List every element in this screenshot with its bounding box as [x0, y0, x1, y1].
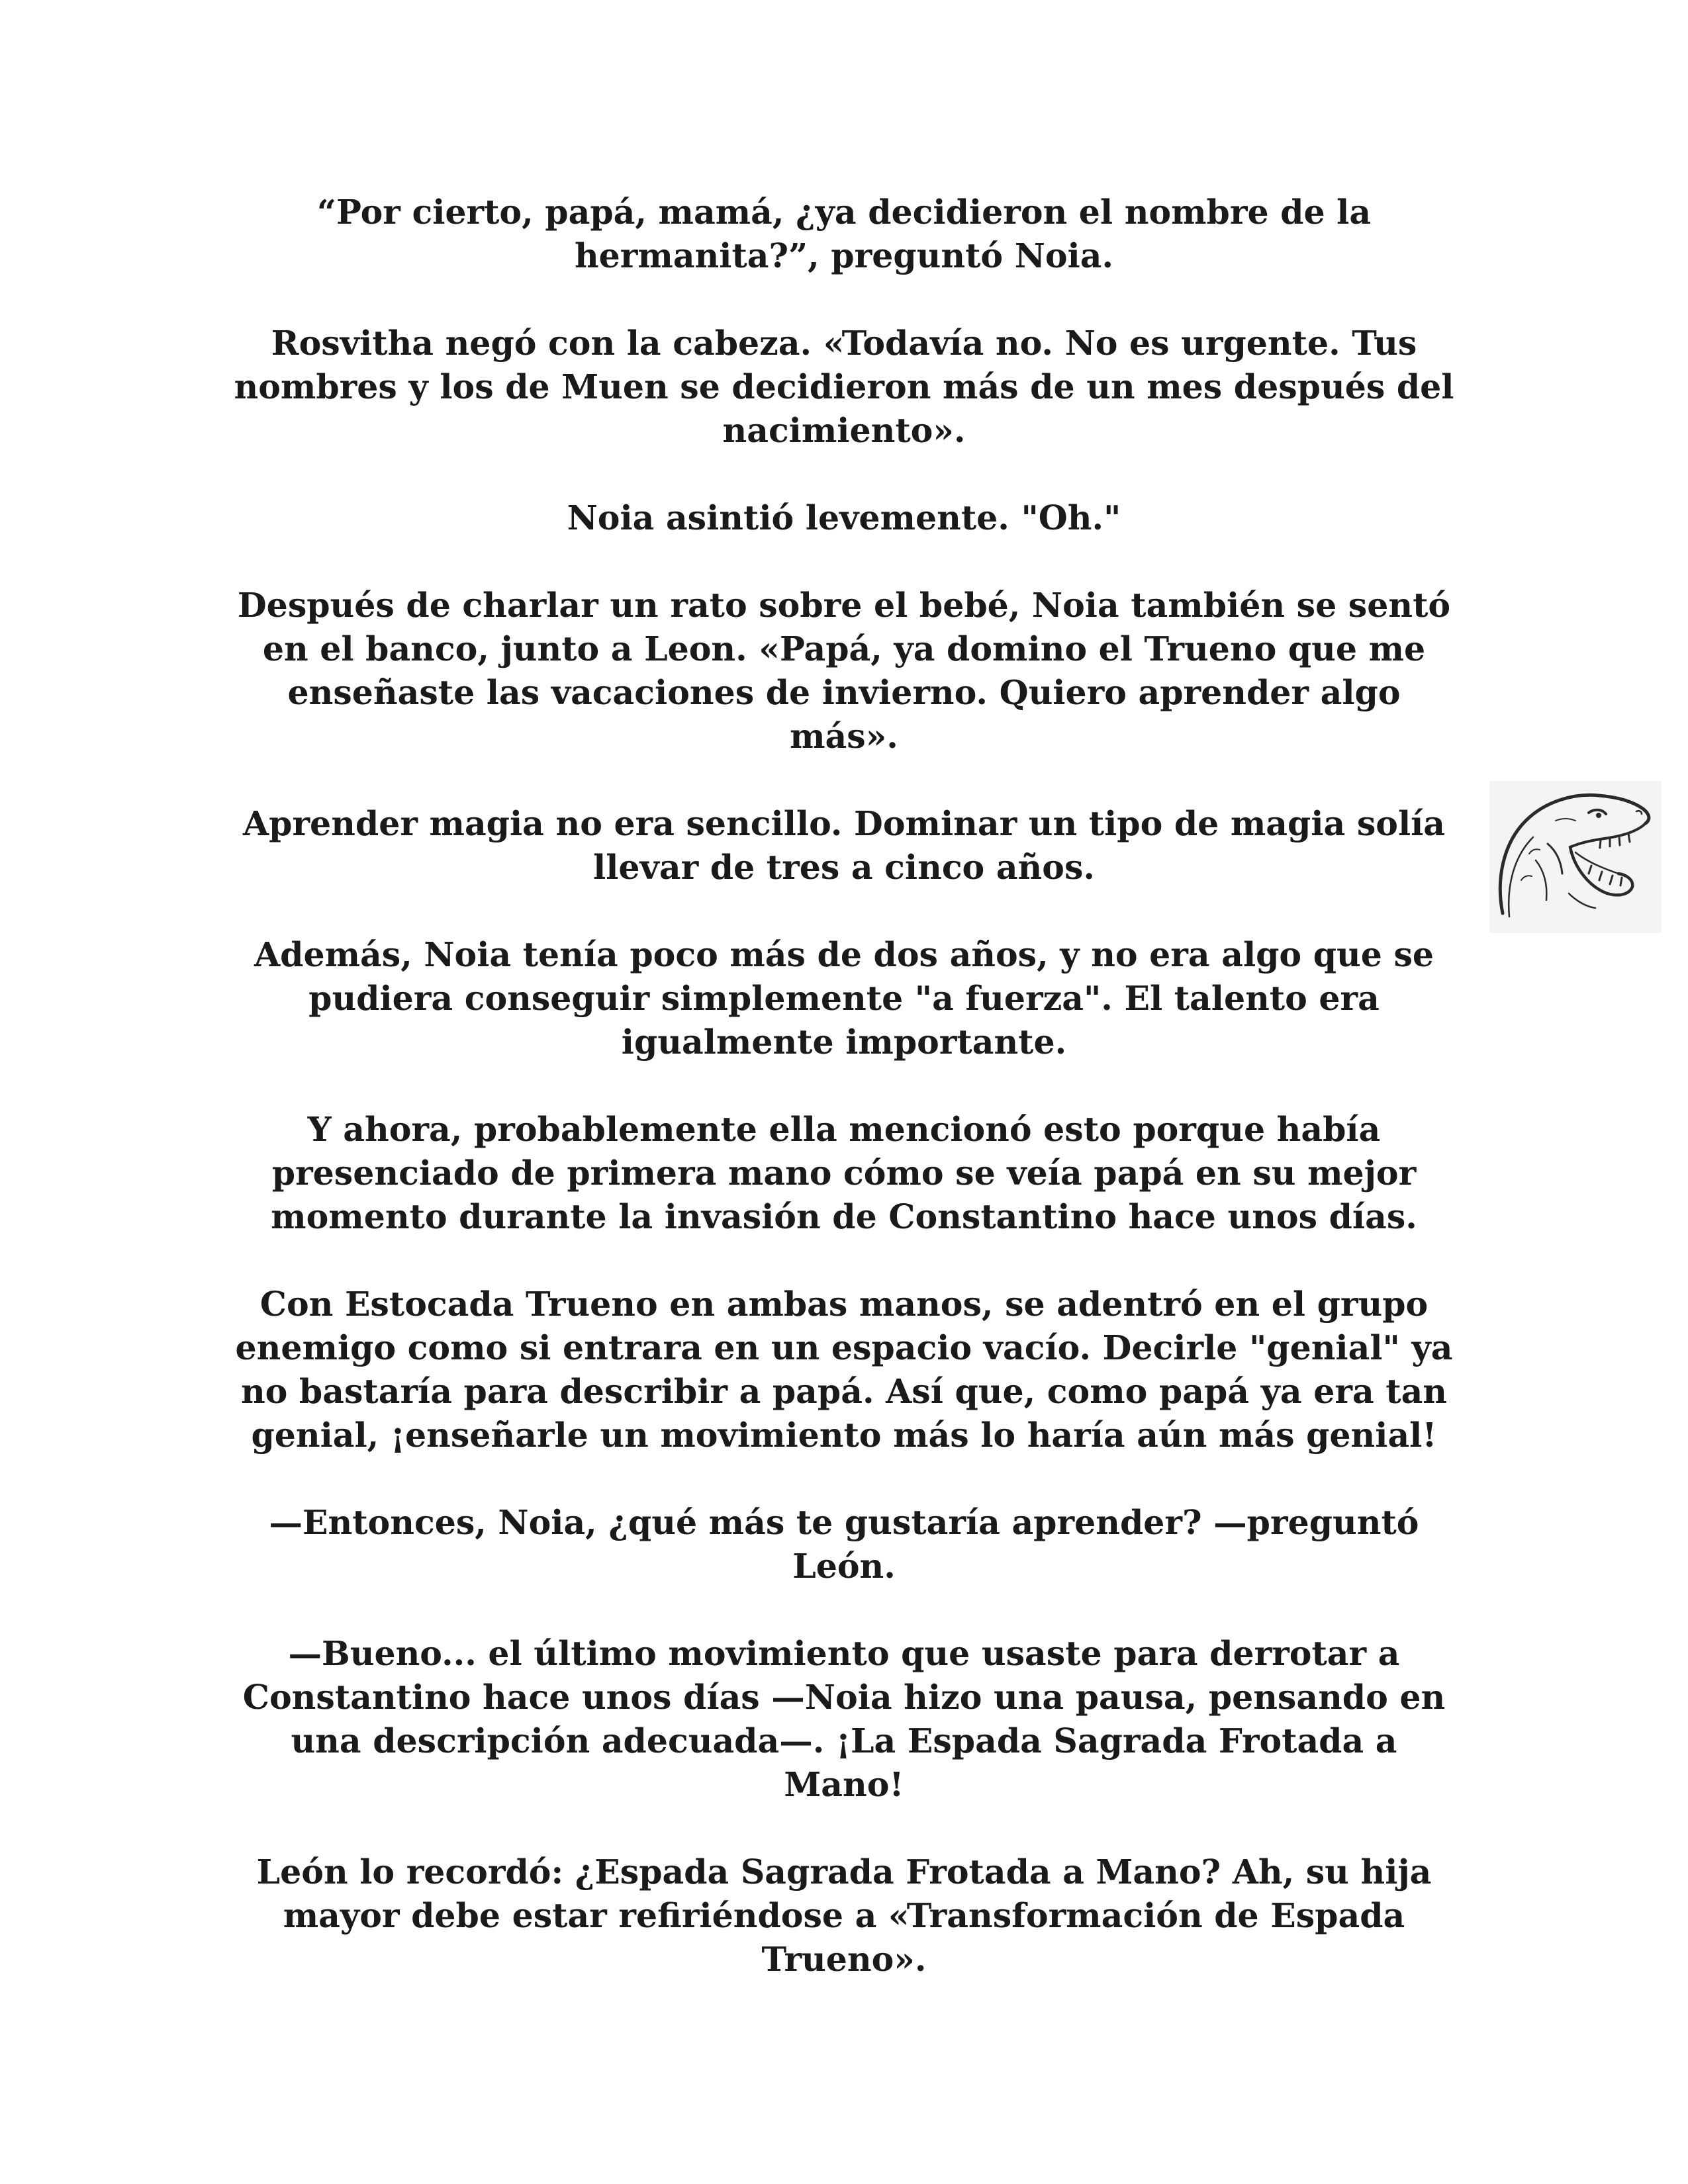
paragraph-5: Aprender magia no era sencillo. Dominar un tipo de magia solía llevar de tres a cinco años. — [242, 804, 1446, 887]
paragraph-6: Además, Noia tenía poco más de dos años, y no era algo que se pudiera conseguir simplemente "a fuerza". El talento era igualmente importante. — [254, 935, 1434, 1062]
paragraph-11: León lo recordó: ¿Espada Sagrada Frotada a Mano? Ah, su hija mayor debe estar refiriéndose a «Transformación de Espada Trueno». — [256, 1852, 1432, 1979]
body-text — [228, 191, 1460, 1981]
paragraph-9: —Entonces, Noia, ¿qué más te gustaría aprender? —preguntó León. — [269, 1503, 1419, 1586]
paragraph-10: —Bueno... el último movimiento que usaste para derrotar a Constantino hace unos días —Noia hizo una pausa, pensando en una descripción adecuada—. ¡La Espada Sagrada Frotada a Mano! — [242, 1634, 1446, 1804]
paragraph-7: Y ahora, probablemente ella mencionó esto porque había presenciado de primera mano cómo se veía papá en su mejor momento durante la invasión de Constantino hace unos días. — [271, 1110, 1417, 1236]
paragraph-2: Rosvitha negó con la cabeza. «Todavía no. No es urgente. Tus nombres y los de Muen se decidieron más de un mes después del nacimiento». — [234, 324, 1454, 450]
paragraph-3: Noia asintió levemente. "Oh." — [567, 498, 1121, 537]
dinosaur-head-sketch-icon — [1489, 781, 1662, 933]
paragraph-4: Después de charlar un rato sobre el bebé, Noia también se sentó en el banco, junto a Leon. «Papá, ya domino el Trueno que me enseñaste las vacaciones de invierno. Quiero aprender algo más». — [237, 586, 1451, 756]
paragraph-8: Con Estocada Trueno en ambas manos, se adentró en el grupo enemigo como si entrara en un espacio vacío. Decirle "genial" ya no bastaría para describir a papá. Así que, como papá ya era tan genial, ¡enseñarle un movimiento más lo haría aún más genial! — [235, 1285, 1453, 1455]
paragraph-1: “Por cierto, papá, mamá, ¿ya decidieron el nombre de la hermanita?”, preguntó Noia. — [316, 193, 1372, 275]
